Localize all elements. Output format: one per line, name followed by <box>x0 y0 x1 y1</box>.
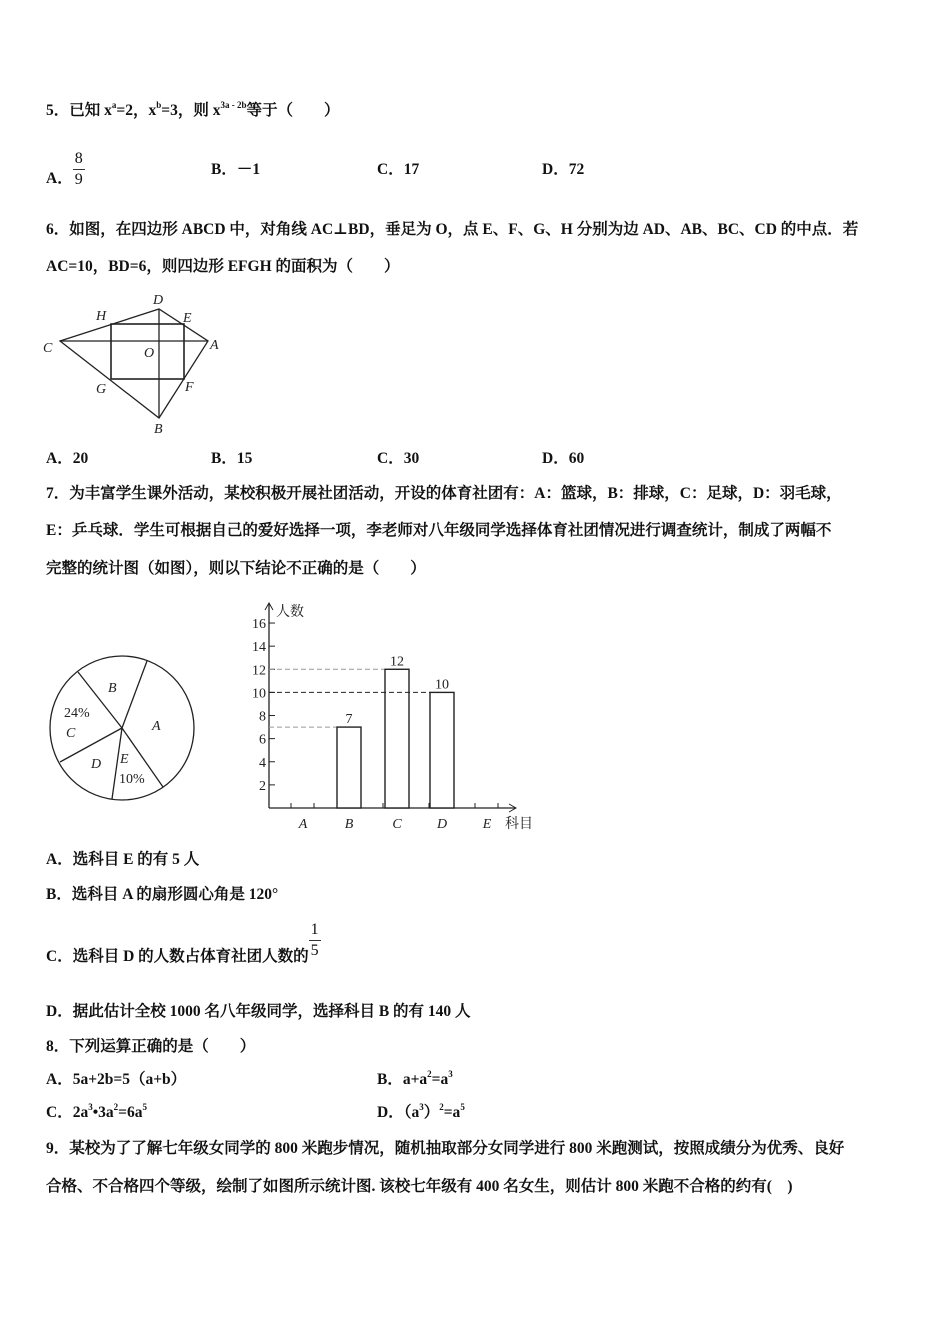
q5-text: =3，则 x <box>161 102 221 119</box>
sup: 5 <box>142 1102 147 1112</box>
label-h: H <box>96 309 107 324</box>
label-c: C <box>43 341 53 356</box>
q7-option-d: D．据此估计全校 1000 名八年级同学，选择科目 B 的有 140 人 <box>46 1003 471 1020</box>
y-tick-label: 6 <box>259 732 266 748</box>
label-f: F <box>185 380 194 395</box>
pie-label-e: E <box>120 752 129 767</box>
bar-D <box>430 692 454 808</box>
q8-option-d <box>377 1103 465 1123</box>
y-tick-label: 8 <box>259 709 266 725</box>
pie-divider <box>122 661 147 728</box>
sup: 2 <box>113 1102 119 1112</box>
q7-stem-line1: 7．为丰富学生课外活动，某校积极开展社团活动，开设的体育社团有：A：篮球，B：排球，C：足球，D：羽毛球， <box>46 485 842 502</box>
y-tick-label: 10 <box>252 686 266 702</box>
y-tick-label: 16 <box>252 617 266 633</box>
t: •3a <box>92 1104 114 1121</box>
t: C．2a <box>46 1104 89 1121</box>
x-tick-label: C <box>392 817 402 832</box>
q5-option-b: B．－1 <box>211 161 261 178</box>
sup: 3 <box>448 1069 453 1079</box>
x-axis-label: 科目 <box>505 817 533 832</box>
t: =a <box>431 1071 449 1088</box>
q6-option-c: C．30 <box>377 450 420 467</box>
q6-option-d: D．60 <box>542 450 585 467</box>
pie-label-c: C <box>66 726 76 741</box>
q8-stem: 8．下列运算正确的是（ ） <box>46 1038 256 1055</box>
t: =a <box>443 1104 461 1121</box>
pie-percent-c: 24% <box>64 706 90 721</box>
q7-stem-line3: 完整的统计图（如图），则以下结论不正确的是（ ） <box>46 560 426 577</box>
q5-sup: a <box>111 100 117 110</box>
q8-option-c <box>46 1103 147 1123</box>
label-b: B <box>154 422 163 437</box>
data-label: 7 <box>345 712 353 728</box>
sup: 3 <box>88 1102 93 1112</box>
pie-label-b: B <box>108 681 117 696</box>
option-label: A． <box>46 170 73 188</box>
q9-stem-line1: 9．某校为了了解七年级女同学的 800 米跑步情况，随机抽取部分女同学进行 800 米跑测试，按照成绩分为优秀、良好 <box>46 1140 845 1157</box>
q8-option-b <box>377 1070 453 1090</box>
q5-option-c: C．17 <box>377 161 420 178</box>
t: B．a+a <box>377 1071 428 1088</box>
numerator: 1 <box>310 921 319 938</box>
q5-text: 5．已知 x <box>46 102 112 119</box>
q7-stem-line2: E：乒乓球．学生可根据自己的爱好选择一项，李老师对八年级同学选择体育社团情况进行调查统计，制成了两幅不 <box>46 522 832 539</box>
q5-option-d: D．72 <box>542 161 585 178</box>
t: ） <box>423 1104 440 1121</box>
option-text: C．选科目 D 的人数占体育社团人数的 <box>46 948 309 965</box>
q8-option-a: A．5a+2b=5（a+b） <box>46 1071 187 1088</box>
y-tick-label: 14 <box>252 640 266 656</box>
label-o: O <box>144 346 155 361</box>
bar-B <box>337 727 361 808</box>
y-tick-label: 4 <box>259 755 266 771</box>
sup: 5 <box>460 1102 465 1112</box>
x-tick-label: D <box>436 817 448 832</box>
denominator: 9 <box>74 171 83 188</box>
sup: 2 <box>427 1069 432 1079</box>
bar-C <box>385 669 409 808</box>
data-label: 10 <box>435 677 449 693</box>
denominator: 5 <box>310 942 319 959</box>
q6-option-a: A．20 <box>46 450 89 467</box>
y-tick-label: 12 <box>252 663 266 679</box>
q5-text: =2，x <box>116 102 157 119</box>
label-d: D <box>153 293 164 308</box>
pie-percent-e: 10% <box>119 772 145 787</box>
q6-stem-line1: 6．如图，在四边形 ABCD 中，对角线 AC⊥BD，垂足为 O，点 E、F、G、H 分别为边 AD、AB、BC、CD 的中点．若 <box>46 221 859 238</box>
q5-text: 等于（ ） <box>246 102 340 119</box>
x-tick-label: A <box>298 817 308 832</box>
sup: 3 <box>419 1102 424 1112</box>
label-a: A <box>210 338 219 353</box>
t: D．（a <box>377 1104 420 1121</box>
pie-label-a: A <box>152 719 161 734</box>
numerator: 8 <box>74 150 83 167</box>
q5-sup: 3a - 2b <box>220 100 247 110</box>
q6-stem-line2: AC=10，BD=6，则四边形 EFGH 的面积为（ ） <box>46 258 400 275</box>
pie-label-d: D <box>91 757 102 772</box>
q7-option-a: A．选科目 E 的有 5 人 <box>46 851 200 868</box>
fraction <box>309 921 321 960</box>
t: =6a <box>118 1104 143 1121</box>
q7-option-b: B．选科目 A 的扇形圆心角是 120° <box>46 886 279 903</box>
q7-option-c <box>46 921 321 989</box>
q6-option-b: B．15 <box>211 450 253 467</box>
sup: 2 <box>439 1102 444 1112</box>
x-tick-label: B <box>344 817 354 832</box>
bar-chart <box>252 603 533 832</box>
y-axis-label: 人数 <box>276 605 304 620</box>
y-tick-label: 2 <box>259 778 266 794</box>
data-label: 12 <box>390 654 404 670</box>
label-e: E <box>183 311 192 326</box>
q9-stem-line2: 合格、不合格四个等级，绘制了如图所示统计图. 该校七年级有 400 名女生，则估计 800 米跑不合格的约有( ) <box>46 1178 793 1195</box>
x-tick-label: E <box>482 817 492 832</box>
q5-sup: b <box>156 100 162 110</box>
label-g: G <box>96 382 107 397</box>
fraction-bar <box>309 940 321 941</box>
